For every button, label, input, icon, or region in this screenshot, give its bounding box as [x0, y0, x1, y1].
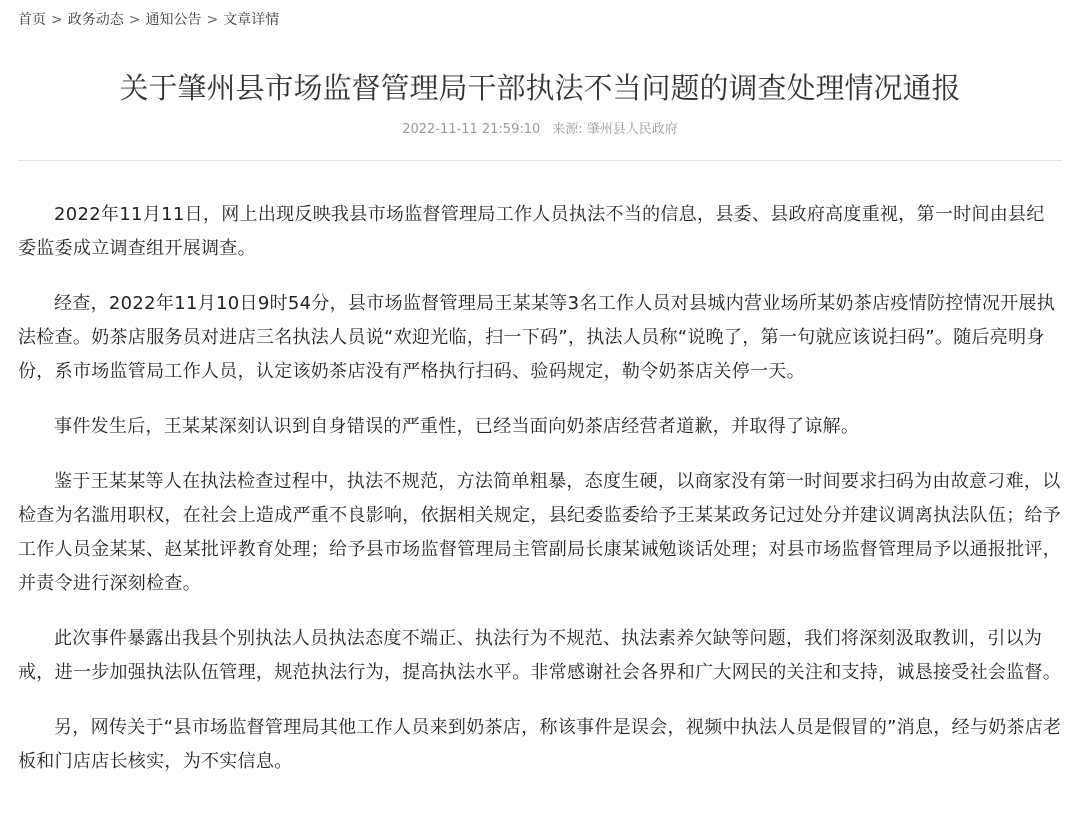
article-paragraph: 经查，2022年11月10日9时54分，县市场监督管理局王某某等3名工作人员对县城内营业场所某奶茶店疫情防控情况开展执法检查。奶茶店服务员对进店三名执法人员说“欢迎光临，扫一下码”，执法人员称“说晚了，第一句就应该说扫码”。随后亮明身份，系市场监管局工作人员，认定该奶茶店没有严格执行扫码、验码规定，勒令奶茶店关停一天。	[18, 293, 1056, 382]
breadcrumb-home-link[interactable]: 首页	[18, 12, 46, 28]
article-datetime: 2022-11-11 21:59:10	[402, 122, 541, 137]
breadcrumb-separator: >	[128, 12, 141, 28]
breadcrumb-separator: >	[206, 12, 219, 28]
article-title: 关于肇州县市场监督管理局干部执法不当问题的调查处理情况通报	[119, 71, 961, 105]
article-source: 来源: 肇州县人民政府	[552, 122, 678, 137]
article-body	[18, 198, 1062, 800]
breadcrumb-notices-link[interactable]: 通知公告	[145, 12, 202, 28]
article-paragraph: 2022年11月11日，网上出现反映我县市场监督管理局工作人员执法不当的信息，县委、县政府高度重视，第一时间由县纪委监委成立调查组开展调查。	[18, 204, 1045, 259]
article-paragraph: 事件发生后，王某某深刻认识到自身错误的严重性，已经当面向奶茶店经营者道歉，并取得了谅解。	[54, 416, 860, 437]
article-paragraph: 另，网传关于“县市场监督管理局其他工作人员来到奶茶店，称该事件是误会，视频中执法人员是假冒的”消息，经与奶茶店老板和门店店长核实，为不实信息。	[18, 717, 1062, 772]
breadcrumb-separator: >	[51, 12, 63, 28]
breadcrumb-current: 文章详情	[223, 12, 280, 28]
breadcrumb-news-link[interactable]: 政务动态	[67, 12, 124, 28]
article-meta	[0, 120, 1080, 140]
breadcrumb	[18, 10, 279, 30]
title-divider	[18, 160, 1062, 161]
article-paragraph: 此次事件暴露出我县个别执法人员执法态度不端正、执法行为不规范、执法素养欠缺等问题，我们将深刻汲取教训，引以为戒，进一步加强执法队伍管理，规范执法行为，提高执法水平。非常感谢社会各界和广大网民的关注和支持，诚恳接受社会监督。	[18, 628, 1062, 683]
article-paragraph: 鉴于王某某等人在执法检查过程中，执法不规范，方法简单粗暴，态度生硬，以商家没有第一时间要求扫码为由故意刁难，以检查为名滥用职权，在社会上造成严重不良影响，依据相关规定，县纪委监委给予王某某政务记过处分并建议调离执法队伍；给予工作人员金某某、赵某批评教育处理；给予县市场监督管理局主管副局长康某诫勉谈话处理；对县市场监督管理局予以通报批评，并责令进行深刻检查。	[18, 471, 1062, 594]
